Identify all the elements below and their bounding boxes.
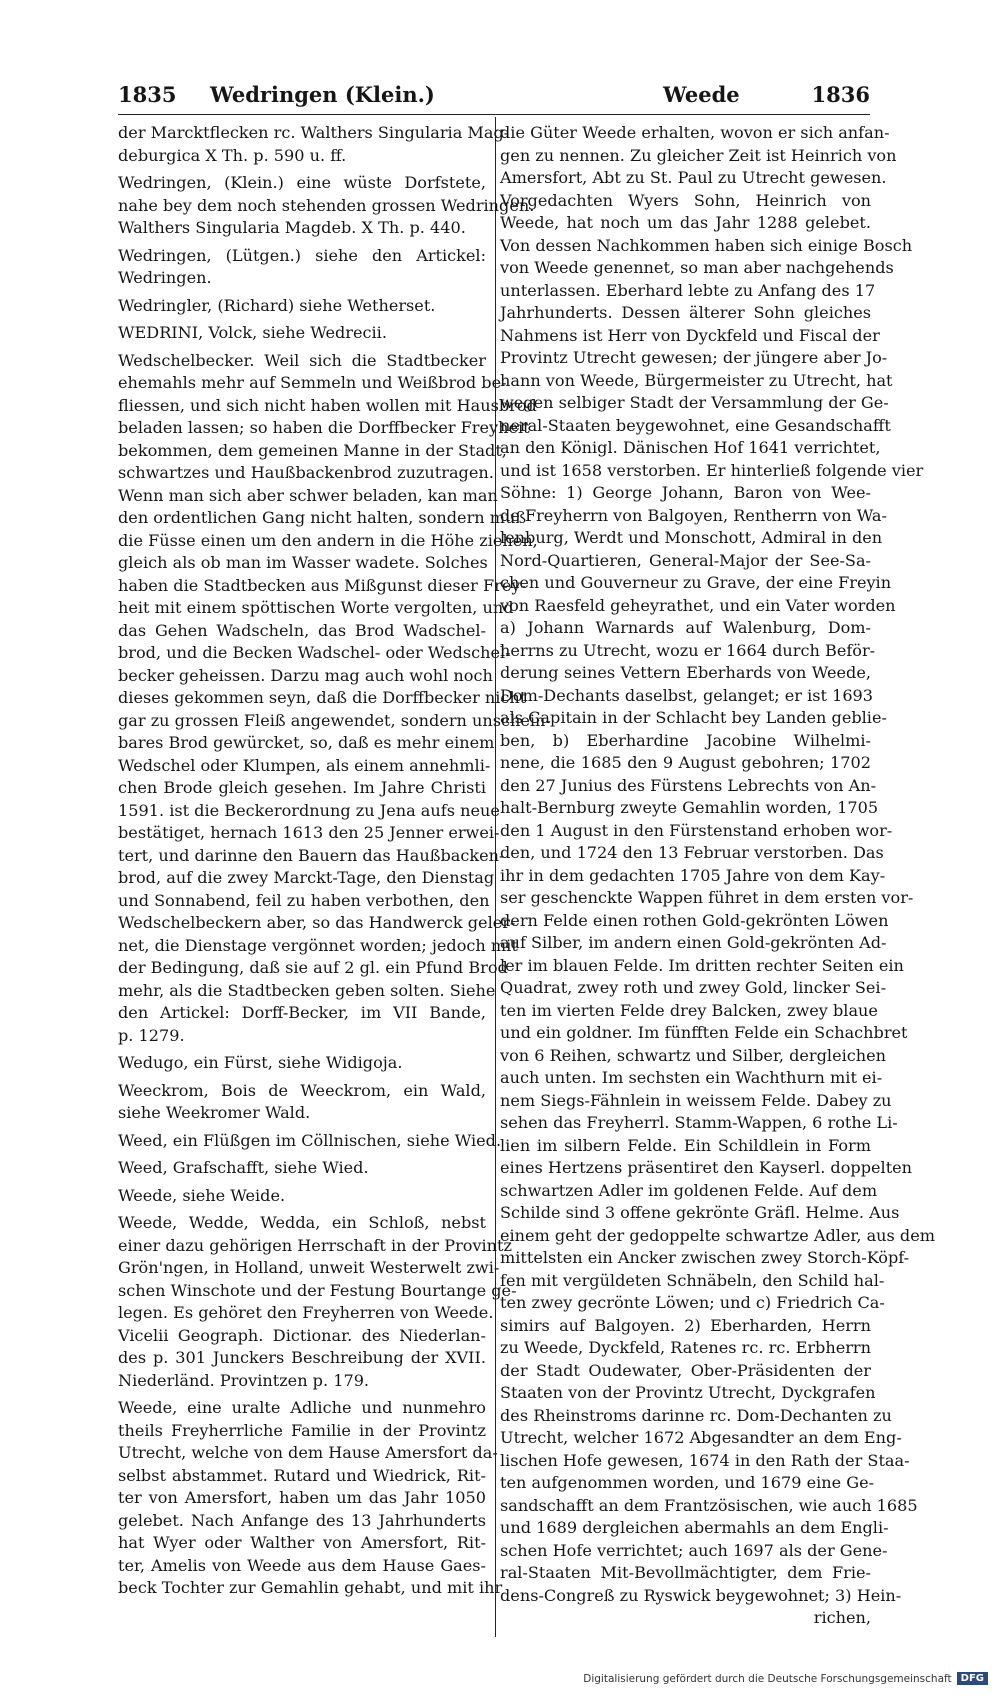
- text-line: schwartzes und Haußbackenbrod zuzutragen.: [118, 463, 494, 482]
- text-line: an den Königl. Dänischen Hof 1641 verrichtet,: [500, 438, 881, 457]
- text-line: selbst abstammet. Rutard und Wiedrick, Rit-: [118, 1465, 486, 1485]
- text-line: haben die Stadtbecken aus Mißgunst dieser Frey-: [118, 575, 526, 595]
- text-line: Nord-Quartieren, General-Major der See-Sa-: [500, 550, 871, 570]
- text-line: chen Brode gleich gesehen. Im Jahre Christi: [118, 778, 486, 797]
- text-line: Wedschelbeckern aber, so das Handwerck geler-: [118, 913, 516, 932]
- text-line: Vicelii Geograph. Dictionar. des Niederlan-: [118, 1325, 486, 1345]
- text-line: und ist 1658 verstorben. Er hinterließ folgende vier: [500, 460, 924, 480]
- text-line: zu Weede, Dyckfeld, Ratenes rc. rc. Erbherrn: [500, 1338, 871, 1357]
- header-rule: [118, 114, 870, 115]
- text-line: neral-Staaten beygewohnet, eine Gesandschafft: [500, 415, 891, 435]
- text-line: Wedringen.: [118, 268, 212, 287]
- text-line: schwartzen Adler im goldenen Felde. Auf dem: [500, 1180, 878, 1200]
- column-divider: [495, 117, 496, 1637]
- text-line: Weed, Grafschafft, siehe Wied.: [118, 1158, 369, 1177]
- text-line: Wenn man sich aber schwer beladen, kan man: [118, 485, 498, 505]
- text-line: einer dazu gehörigen Herrschaft in der Provintz: [118, 1235, 512, 1255]
- text-line: der Bedingung, daß sie auf 2 gl. ein Pfund Brod: [118, 958, 508, 977]
- text-line: sandschafft an dem Frantzösischen, wie auch 1685: [500, 1495, 918, 1515]
- text-line: Weed, ein Flüßgen im Cöllnischen, siehe Wied.: [118, 1130, 502, 1150]
- text-line: lien im silbern Felde. Ein Schildlein in Form: [500, 1135, 871, 1155]
- text-line: nahe bey dem noch stehenden grossen Wedringen.: [118, 195, 535, 215]
- text-line: chen und Gouverneur zu Grave, der eine Freyin: [500, 573, 892, 592]
- text-line: ser geschenckte Wappen führet in dem ersten vor-: [500, 888, 914, 907]
- text-line: ten aufgenommen worden, und 1679 eine Ge-: [500, 1473, 875, 1492]
- text-line: Staaten von der Provintz Utrecht, Dyckgrafen: [500, 1383, 876, 1402]
- left-page-number: 1835: [118, 82, 177, 107]
- text-line: unterlassen. Eberhard lebte zu Anfang des 17: [500, 280, 876, 300]
- text-line: becker geheissen. Darzu mag auch wohl noch: [118, 665, 493, 685]
- text-line: deburgica X Th. p. 590 u. ff.: [118, 145, 347, 165]
- text-line: von 6 Reihen, schwartz und Silber, dergleichen: [500, 1045, 887, 1065]
- text-line: Utrecht, welche von dem Hause Amersfort da-: [118, 1443, 498, 1462]
- text-line: ben, b) Eberhardine Jacobine Wilhelmi-: [500, 730, 871, 750]
- text-line: eines Hertzens präsentiret den Kayserl. doppelten: [500, 1158, 913, 1177]
- text-line: bekommen, dem gemeinen Manne in der Stadt,: [118, 440, 507, 460]
- text-line: fliessen, und sich nicht haben wollen mit Hausbrod: [118, 395, 537, 415]
- text-line: ihr in dem gedachten 1705 Jahre von dem Kay-: [500, 865, 886, 885]
- text-line: den Artickel: Dorff-Becker, im VII Bande,: [118, 1003, 486, 1022]
- footer-credit: Digitalisierung gefördert durch die Deutsche Forschungsgemeinschaft: [583, 1672, 952, 1685]
- digitization-footer: [0, 1672, 1000, 1685]
- text-line: a) Johann Warnards auf Walenburg, Dom-: [500, 618, 871, 637]
- right-column: [500, 122, 936, 1630]
- dfg-logo: DFG: [957, 1672, 988, 1685]
- right-page-number: 1836: [811, 82, 870, 107]
- text-line: gelebet. Nach Anfange des 13 Jahrhunderts: [118, 1510, 486, 1530]
- text-line: Vorgedachten Wyers Sohn, Heinrich von: [500, 190, 871, 210]
- text-line: Wedschelbecker. Weil sich die Stadtbecker: [118, 350, 486, 370]
- text-line: herrns zu Utrecht, wozu er 1664 durch Beför-: [500, 640, 876, 660]
- page-header: [118, 82, 870, 116]
- text-line: die Füsse einen um den andern in die Höhe ziehen,: [118, 530, 538, 550]
- text-line: das Gehen Wadscheln, das Brod Wadschel-: [118, 620, 486, 640]
- text-line: und Sonnabend, feil zu haben verbothen, den: [118, 890, 490, 910]
- text-line: gen zu nennen. Zu gleicher Zeit ist Heinrich von: [500, 145, 897, 165]
- text-line: Nahmens ist Herr von Dyckfeld und Fiscal der: [500, 325, 880, 345]
- text-line: ter von Amersfort, haben um das Jahr 1050: [118, 1488, 486, 1507]
- text-line: Wedringler, (Richard) siehe Wetherset.: [118, 295, 436, 315]
- text-line: mittelsten ein Ancker zwischen zwey Storch-Köpf-: [500, 1248, 910, 1267]
- text-line: Grön'ngen, in Holland, unweit Westerwelt zwi-: [118, 1258, 500, 1277]
- text-line: des p. 301 Junckers Beschreibung der XVII.: [118, 1348, 486, 1367]
- text-line: Weede, eine uralte Adliche und nunmehro: [118, 1398, 486, 1417]
- text-line: und 1689 dergleichen abermahls an dem Engli-: [500, 1518, 889, 1537]
- text-line: ten im vierten Felde drey Balcken, zwey blaue: [500, 1000, 878, 1020]
- text-line: Dom-Dechants daselbst, gelanget; er ist 1693: [500, 685, 874, 705]
- text-line: wegen selbiger Stadt der Versammlung der Ge-: [500, 393, 889, 412]
- left-column: [118, 122, 551, 1600]
- text-line: heit mit einem spöttischen Worte vergolten, und: [118, 598, 514, 617]
- text-line: schen Winschote und der Festung Bourtange ge-: [118, 1280, 517, 1300]
- text-line: und ein goldner. Im fünfften Felde ein Schachbret: [500, 1023, 908, 1042]
- text-line: von Raesfeld geheyrathet, und ein Vater worden: [500, 595, 896, 615]
- text-line: hann von Weede, Bürgermeister zu Utrecht, hat: [500, 370, 893, 390]
- text-line: derung seines Vettern Eberhards von Weede,: [500, 663, 871, 682]
- text-line: Jahrhunderts. Dessen älterer Sohn gleiches: [500, 303, 871, 322]
- text-line: ler im blauen Felde. Im dritten rechter Seiten ein: [500, 955, 904, 975]
- text-line: den 1 August in den Fürstenstand erhoben wor-: [500, 820, 893, 840]
- text-line: den, und 1724 den 13 Februar verstorben. Das: [500, 843, 884, 862]
- text-line: richen,: [813, 1608, 871, 1627]
- text-line: Utrecht, welcher 1672 Abgesandter an dem Eng-: [500, 1428, 902, 1447]
- text-line: Wedringen, (Lütgen.) siehe den Artickel:: [118, 245, 486, 265]
- text-line: als Capitain in der Schlacht bey Landen geblie-: [500, 708, 887, 727]
- text-line: gleich als ob man im Wasser wadete. Solches: [118, 553, 488, 572]
- text-line: Söhne: 1) George Johann, Baron von Wee-: [500, 483, 871, 502]
- text-line: des Rheinstroms darinne rc. Dom-Dechanten zu: [500, 1405, 892, 1425]
- text-line: Schilde sind 3 offene gekrönte Gräfl. Helme. Aus: [500, 1203, 900, 1222]
- text-line: ten zwey gecrönte Löwen; und c) Friedrich Ca-: [500, 1293, 885, 1312]
- text-line: Wedugo, ein Fürst, siehe Widigoja.: [118, 1053, 403, 1072]
- text-line: gar zu grossen Fleiß angewendet, sondern unschein-: [118, 710, 551, 730]
- text-line: nem Siegs-Fähnlein in weissem Felde. Dabey zu: [500, 1090, 892, 1110]
- text-line: lischen Hofe gewesen, 1674 in den Rath der Staa-: [500, 1450, 910, 1470]
- text-line: der Marcktflecken rc. Walthers Singularia Mag-: [118, 123, 510, 142]
- text-line: der Stadt Oudewater, Ober-Präsidenten der: [500, 1360, 871, 1380]
- text-line: dens-Congreß zu Ryswick beygewohnet; 3) Hein-: [500, 1585, 902, 1605]
- text-line: bestätiget, hernach 1613 den 25 Jenner erwei-: [118, 823, 500, 842]
- text-line: Weede, siehe Weide.: [118, 1185, 286, 1205]
- text-line: simirs auf Balgoyen. 2) Eberharden, Herrn: [500, 1315, 871, 1335]
- text-line: theils Freyherrliche Familie in der Provintz: [118, 1420, 486, 1440]
- text-line: einem geht der gedoppelte schwartze Adler, aus dem: [500, 1225, 936, 1245]
- text-line: Quadrat, zwey roth und zwey Gold, lincker Sei-: [500, 978, 887, 997]
- text-line: fen mit vergüldeten Schnäbeln, den Schild hal-: [500, 1270, 885, 1290]
- text-line: bares Brod gewürcket, so, daß es mehr einem: [118, 733, 495, 752]
- text-line: Walthers Singularia Magdeb. X Th. p. 440.: [118, 218, 466, 237]
- text-line: Amersfort, Abt zu St. Paul zu Utrecht gewesen.: [500, 168, 887, 187]
- text-line: 1591. ist die Beckerordnung zu Jena aufs neue: [118, 800, 500, 820]
- text-line: auf Silber, im andern einen Gold-gekrönten Ad-: [500, 933, 887, 952]
- text-line: auch unten. Im sechsten ein Wachthurn mit ei-: [500, 1068, 883, 1087]
- text-line: ehemahls mehr auf Semmeln und Weißbrod be-: [118, 373, 507, 392]
- text-line: Niederländ. Provintzen p. 179.: [118, 1370, 370, 1390]
- text-line: Wedschel oder Klumpen, als einem annehmli-: [118, 755, 491, 775]
- right-running-head: Weede: [663, 82, 740, 107]
- text-line: mehr, als die Stadtbecken geben solten. Siehe: [118, 980, 496, 1000]
- left-running-head: Wedringen (Klein.): [210, 82, 435, 107]
- text-line: Provintz Utrecht gewesen; der jüngere aber Jo-: [500, 348, 888, 367]
- text-line: dern Felde einen rothen Gold-gekrönten Löwen: [500, 910, 889, 930]
- text-line: von Weede genennet, so man aber nachgehends: [500, 258, 894, 277]
- text-line: Von dessen Nachkommen haben sich einige Bosch: [500, 235, 913, 255]
- text-line: p. 1279.: [118, 1025, 185, 1045]
- text-line: legen. Es gehöret den Freyherren von Weede.: [118, 1303, 494, 1322]
- text-line: ter, Amelis von Weede aus dem Hause Gaes-: [118, 1555, 486, 1575]
- text-line: tert, und darinne den Bauern das Haußbacken-: [118, 845, 505, 865]
- text-line: Weede, Wedde, Wedda, ein Schloß, nebst: [118, 1213, 486, 1232]
- text-line: siehe Weekromer Wald.: [118, 1103, 311, 1122]
- text-line: halt-Bernburg zweyte Gemahlin worden, 1705: [500, 798, 879, 817]
- text-line: de Freyherrn von Balgoyen, Rentherrn von Wa-: [500, 505, 887, 525]
- text-line: brod, und die Becken Wadschel- oder Wedschel-: [118, 643, 511, 662]
- text-line: sehen das Freyherrl. Stamm-Wappen, 6 rothe Li-: [500, 1113, 898, 1132]
- text-line: beladen lassen; so haben die Dorffbecker Freyheit: [118, 418, 530, 437]
- text-line: net, die Dienstage vergönnet worden; jedoch mit: [118, 935, 518, 955]
- text-line: lenburg, Werdt und Monschott, Admiral in den: [500, 528, 883, 547]
- text-line: hat Wyer oder Walther von Amersfort, Rit-: [118, 1533, 486, 1552]
- text-line: die Güter Weede erhalten, wovon er sich anfan-: [500, 123, 890, 142]
- text-line: dieses gekommen seyn, daß die Dorffbecker nicht: [118, 688, 527, 707]
- text-line: ral-Staaten Mit-Bevollmächtigter, dem Frie-: [500, 1563, 871, 1582]
- text-line: Weede, hat noch um das Jahr 1288 gelebet.: [500, 213, 871, 232]
- text-line: den 27 Junius des Fürstens Lebrechts von An-: [500, 775, 877, 795]
- text-line: brod, auf die zwey Marckt-Tage, den Dienstag: [118, 868, 495, 887]
- text-line: WEDRINI, Volck, siehe Wedrecii.: [118, 323, 387, 342]
- text-line: Wedringen, (Klein.) eine wüste Dorfstete,: [118, 173, 486, 192]
- text-line: Weeckrom, Bois de Weeckrom, ein Wald,: [118, 1080, 486, 1100]
- text-line: beck Tochter zur Gemahlin gehabt, und mit ihr: [118, 1578, 503, 1597]
- text-line: den ordentlichen Gang nicht halten, sondern muß: [118, 508, 527, 527]
- text-line: schen Hofe verrichtet; auch 1697 als der Gene-: [500, 1540, 888, 1560]
- text-line: nene, die 1685 den 9 August gebohren; 1702: [500, 753, 871, 772]
